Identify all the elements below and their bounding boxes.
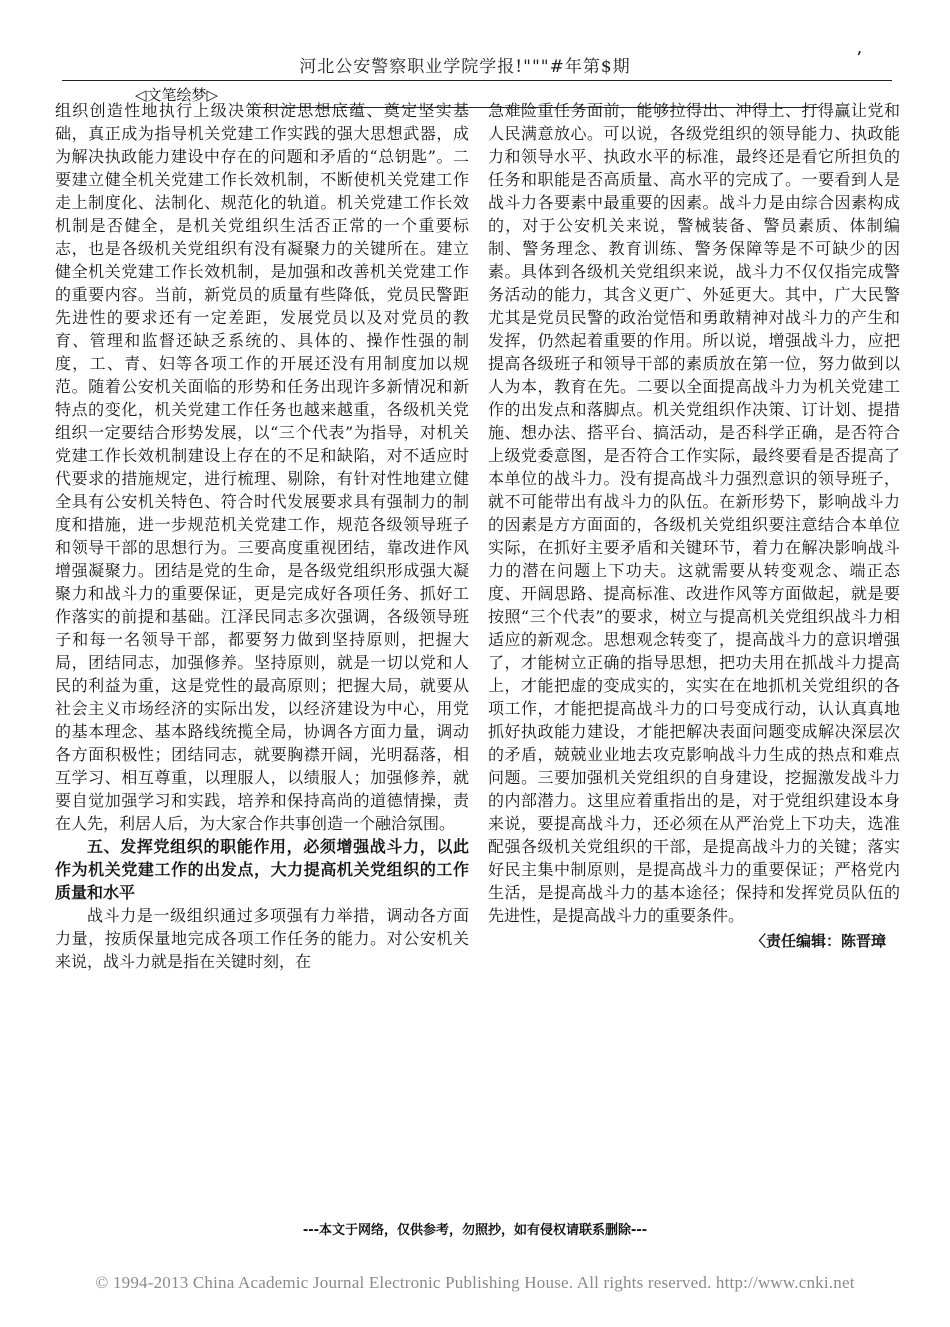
header-rule — [62, 80, 892, 81]
left-paragraph-2: 战斗力是一级组织通过多项强有力举措，调动各方面力量，按质保量地完成各项工作任务的能力。对公安机关来说，战斗力就是指在关键时刻，在 — [55, 906, 469, 971]
journal-title: 河北公安警察职业学院学报!"""#年第$期 — [299, 57, 631, 77]
right-column — [488, 99, 900, 953]
disclaimer-notice: ---本文于网络，仅供参考，勿照抄，如有侵权请联系删除--- — [302, 1223, 648, 1238]
page-header — [0, 0, 950, 85]
left-paragraph-1: 组织创造性地执行上级决策积淀思想底蕴、奠定坚实基础，真正成为指导机关党建工作实践的强大思想武器，成为解决执政能力建设中存在的问题和矛盾的“总钥匙”。二要建立健全机关党建工作长效机制，不断使机关党建工作走上制度化、法制化、规范化的轨道。机关党建工作长效机制是否健全，是机关党组织生活否正常的一个重要标志，也是各级机关党组织有没有凝聚力的关键所在。建立健全机关党建工作长效机制，是加强和改善机关党建工作的重要内容。当前，新党员的质量有些降低，党员民警距先进性的要求还有一定差距，发展党员以及对党员的教育、管理和监督还缺乏系统的、具体的、操作性强的制度，工、青、妇等各项工作的开展还没有用制度加以规范。随着公安机关面临的形势和任务出现许多新情况和新特点的变化，机关党建工作任务也越来越重，各级机关党组织一定要结合形势发展，以“三个代表”为指导，对机关党建工作长效机制建设上存在的不足和缺陷，对不适应时代要求的措施规定，进行梳理、剔除，有针对性地建立健全具有公安机关特色、符合时代发展要求具有强制力的制度和措施，进一步规范机关党建工作，规范各级领导班子和领导干部的思想行为。三要高度重视团结，靠改进作风增强凝聚力。团结是党的生命，是各级党组织形成强大凝聚力和战斗力的重要保证，更是完成好各项任务、抓好工作落实的前提和基础。江泽民同志多次强调，各级领导班子和每一名领导干部，都要努力做到坚持原则，把握大局，团结同志，加强修养。坚持原则，就是一切以党和人民的利益为重，这是党性的最高原则；把握大局，就要从社会主义市场经济的实际出发，以经济建设为中心，用党的基本理念、基本路线统揽全局，协调各方面力量，调动各方面积极性；团结同志，就要胸襟开阔，光明磊落，相互学习、相互尊重，以理服人，以绩服人；加强修养，就要自觉加强学习和实践，培养和保持高尚的道德情操，责在人先，利居人后，为大家合作共事创造一个融洽氛围。 — [55, 101, 469, 833]
column-tag: ◁文笔绘梦▷ — [132, 84, 221, 105]
copyright-footer: © 1994-2013 China Academic Journal Electronic Publishing House. All rights reserved. http://www.cnki.net — [95, 1273, 855, 1292]
section-heading: 五、发挥党组织的职能作用，必须增强战斗力，以此作为机关党建工作的出发点，大力提高机关党组织的工作质量和水平 — [55, 837, 469, 902]
right-paragraph-1: 急难险重任务面前，能够拉得出、冲得上、打得赢让党和人民满意放心。可以说，各级党组织的领导能力、执政能力和领导水平、执政水平的标准，最终还是看它所担负的任务和职能是否高质量、高水平的完成了。一要看到人是战斗力各要素中最重要的因素。战斗力是由综合因素构成的，对于公安机关来说，警械装备、警员素质、体制编制、警务理念、教育训练、警务保障等是不可缺少的因素。具体到各级机关党组织来说，战斗力不仅仅指完成警务活动的能力，其含义更广、外延更大。其中，广大民警尤其是党员民警的政治觉悟和勇敢精神对战斗力的产生和发挥，仍然起着重要的作用。所以说，增强战斗力，应把提高各级班子和领导干部的素质放在第一位，努力做到以人为本，教育在先。二要以全面提高战斗力为机关党建工作的出发点和落脚点。机关党组织作决策、订计划、提措施、想办法、搭平台、搞活动，是否科学正确，是否符合上级党委意图，是否符合工作实际，最终要看是否提高了本单位的战斗力。没有提高战斗力强烈意识的领导班子，就不可能带出有战斗力的队伍。在新形势下，影响战斗力的因素是方方面面的，各级机关党组织要注意结合本单位实际，在抓好主要矛盾和关键环节，着力在解决影响战斗力的潜在问题上下功夫。这就需要从转变观念、端正态度、开阔思路、提高标准、改进作风等方面做起，就是要按照“三个代表”的要求，树立与提高机关党组织战斗力相适应的新观念。思想观念转变了，提高战斗力的意识增强了，才能树立正确的指导思想，把功夫用在抓战斗力提高上，才能把虚的变成实的，实实在在地抓机关党组织的各项工作，才能把提高战斗力的口号变成行动，认认真真地抓好执政能力建设，才能把解决表面问题变成解决深层次的矛盾，兢兢业业地去攻克影响战斗力生成的热点和难点问题。三要加强机关党组织的自身建设，挖掘激发战斗力的内部潜力。这里应着重指出的是，对于党组织建设本身来说，要提高战斗力，还必须在从严治党上下功夫，选准配强各级机关党组织的干部，是提高战斗力的关键；落实好民主集中制原则，是提高战斗力的重要保证；严格党内生活，是提高战斗力的基本途径；保持和发挥党员队伍的先进性，是提高战斗力的重要条件。 — [488, 101, 900, 925]
page-mark: ’ — [856, 48, 862, 69]
responsible-editor: 〈责任编辑：陈晋璋 — [750, 932, 886, 950]
left-column — [55, 99, 469, 973]
